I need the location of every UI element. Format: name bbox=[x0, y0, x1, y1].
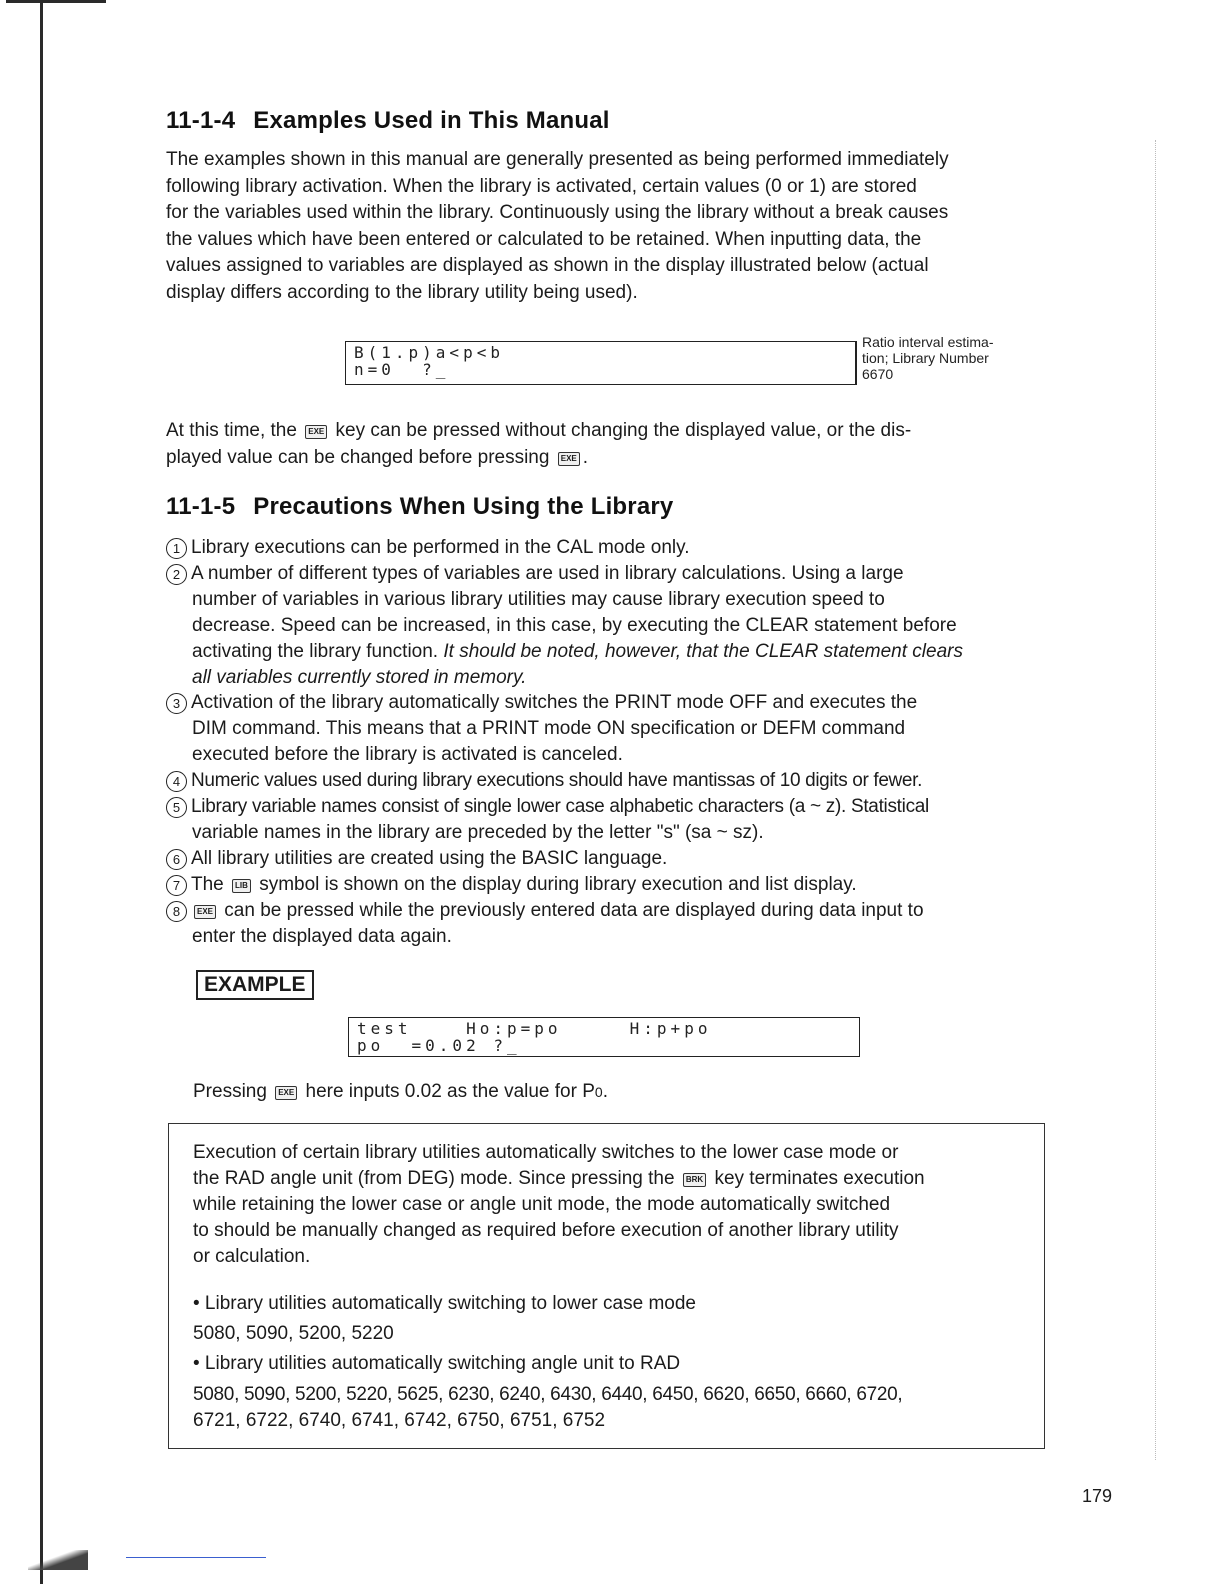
item-text: enter the displayed data again. bbox=[192, 926, 452, 947]
section-title: Examples Used in This Manual bbox=[253, 107, 610, 134]
precaution-item-3 bbox=[166, 690, 1046, 768]
page-number: 179 bbox=[1082, 1486, 1113, 1506]
footer-rule bbox=[126, 1557, 266, 1558]
item-text: can be pressed while the previously entered data are displayed during data input to bbox=[219, 900, 924, 921]
text-span: . bbox=[602, 1081, 608, 1102]
exe-key-icon: EXE bbox=[275, 1086, 297, 1100]
note-line: Execution of certain library utilities automatically switches to the lower case mode or bbox=[193, 1142, 899, 1163]
lcd-line-2: po =0.02 ?_ bbox=[357, 1036, 521, 1055]
scan-artifact-dots bbox=[1155, 140, 1156, 1460]
note-bullet: • Library utilities automatically switching angle unit to RAD bbox=[193, 1353, 681, 1374]
binding-edge bbox=[40, 0, 43, 1584]
item-text: symbol is shown on the display during library execution and list display. bbox=[253, 874, 857, 895]
note-line: or calculation. bbox=[193, 1246, 311, 1267]
lcd-right-edge bbox=[855, 341, 857, 385]
subscript: 0 bbox=[594, 1084, 603, 1100]
exe-key-icon: EXE bbox=[194, 905, 216, 919]
text-span: . bbox=[582, 446, 589, 468]
paragraph-line: following library activation. When the library is activated, certain values (0 or 1) are stored bbox=[166, 175, 917, 197]
text-span: here inputs 0.02 as the value for P bbox=[300, 1081, 595, 1102]
precaution-item-5 bbox=[166, 794, 1066, 846]
note-bullet: • Library utilities automatically switching to lower case mode bbox=[193, 1293, 696, 1314]
note-line bbox=[193, 1166, 1033, 1192]
section-title: Precautions When Using the Library bbox=[253, 493, 674, 520]
paragraph-line bbox=[166, 418, 1066, 445]
caption-line: tion; Library Number bbox=[862, 350, 989, 366]
text-span: Pressing bbox=[193, 1081, 273, 1102]
circled-number: 7 bbox=[166, 875, 187, 896]
caption-line: Ratio interval estima- bbox=[862, 334, 994, 350]
item-text: A number of different types of variables are used in library calculations. Using a large bbox=[191, 563, 904, 584]
item-text: DIM command. This means that a PRINT mode ON specification or DEFM command bbox=[192, 718, 906, 739]
circled-number: 4 bbox=[166, 771, 187, 792]
precaution-item-8 bbox=[166, 898, 1046, 950]
text-span: At this time, the bbox=[166, 420, 303, 441]
circled-number: 2 bbox=[166, 564, 187, 585]
example-label: EXAMPLE bbox=[196, 970, 314, 1000]
precaution-item-1 bbox=[166, 535, 1046, 561]
paragraph-line: the values which have been entered or calculated to be retained. When inputting data, the bbox=[166, 228, 922, 250]
binding-edge-top bbox=[6, 0, 106, 3]
exe-key-icon: EXE bbox=[558, 452, 580, 466]
paragraph-line: display differs according to the library utility being used). bbox=[166, 281, 638, 303]
lcd-line-1: test Ho:p=po H:p+po bbox=[357, 1019, 712, 1038]
item-text-italic: It should be noted, however, that the CLEAR statement clears bbox=[443, 641, 963, 662]
text-span: the RAD angle unit (from DEG) mode. Since pressing the bbox=[193, 1168, 680, 1189]
lib-symbol-icon: LIB bbox=[232, 879, 251, 893]
section-number: 11-1-4 bbox=[166, 107, 236, 134]
item-text: activating the library function. bbox=[192, 641, 444, 662]
circled-number: 6 bbox=[166, 849, 187, 870]
paragraph-line: The examples shown in this manual are generally presented as being performed immediately bbox=[166, 149, 949, 170]
item-text: All library utilities are created using the BASIC language. bbox=[191, 848, 668, 869]
example-explanation bbox=[193, 1079, 608, 1106]
circled-number: 1 bbox=[166, 538, 187, 559]
display-caption bbox=[862, 334, 994, 382]
circled-number: 8 bbox=[166, 901, 187, 922]
note-line: while retaining the lower case or angle unit mode, the mode automatically switched bbox=[193, 1194, 891, 1215]
lcd-line-1: B(1.p)a<p<b bbox=[354, 343, 504, 362]
note-number-list: 5080, 5090, 5200, 5220, 5625, 6230, 6240, 6430, 6440, 6450, 6620, 6650, 6660, 6720, bbox=[193, 1384, 903, 1405]
example-lcd-display bbox=[348, 1017, 860, 1057]
precaution-item-4 bbox=[166, 768, 1066, 794]
note-line: to should be manually changed as required before execution of another library utility bbox=[193, 1220, 899, 1241]
circled-number: 5 bbox=[166, 797, 187, 818]
item-text: Library executions can be performed in the CAL mode only. bbox=[191, 537, 690, 558]
item-text: decrease. Speed can be increased, in this case, by executing the CLEAR statement before bbox=[192, 615, 957, 636]
section-number: 11-1-5 bbox=[166, 493, 236, 520]
binding-edge-bottom bbox=[28, 1550, 88, 1570]
section-heading-11-1-4 bbox=[166, 107, 610, 135]
exe-key-icon: EXE bbox=[305, 425, 327, 439]
item-text-italic: all variables currently stored in memory. bbox=[192, 667, 527, 688]
paragraph-line: for the variables used within the library. Continuously using the library without a break causes bbox=[166, 202, 949, 223]
text-span: key terminates execution bbox=[709, 1168, 925, 1189]
item-text: Library variable names consist of single lower case alphabetic characters (a ~ z). Statistical bbox=[191, 796, 929, 817]
item-text: executed before the library is activated is canceled. bbox=[192, 744, 623, 765]
intro-paragraph bbox=[166, 147, 1066, 306]
note-number-list: 6721, 6722, 6740, 6741, 6742, 6750, 6751, 6752 bbox=[193, 1410, 606, 1431]
paragraph-line: values assigned to variables are displayed as shown in the display illustrated below (actual bbox=[166, 255, 929, 276]
section-heading-11-1-5 bbox=[166, 493, 673, 521]
text-span: key can be pressed without changing the displayed value, or the dis- bbox=[330, 420, 912, 441]
lcd-line-2: n=0 ?_ bbox=[354, 360, 450, 379]
item-text: variable names in the library are preceded by the letter "s" (sa ~ sz). bbox=[192, 822, 764, 843]
precaution-item-2 bbox=[166, 561, 1046, 691]
item-text: The bbox=[191, 874, 230, 895]
text-span: played value can be changed before pressing bbox=[166, 446, 555, 468]
precaution-item-7 bbox=[166, 872, 1046, 898]
item-text: Numeric values used during library executions should have mantissas of 10 digits or fewer. bbox=[191, 770, 922, 791]
item-text: number of variables in various library utilities may cause library execution speed to bbox=[192, 589, 885, 610]
caption-line: 6670 bbox=[862, 366, 894, 382]
circled-number: 3 bbox=[166, 693, 187, 714]
exe-key-paragraph bbox=[166, 418, 1066, 471]
item-text: Activation of the library automatically switches the PRINT mode OFF and executes the bbox=[191, 692, 918, 713]
precaution-item-6 bbox=[166, 846, 1046, 872]
note-number-list: 5080, 5090, 5200, 5220 bbox=[193, 1323, 394, 1344]
paragraph-line bbox=[166, 445, 1066, 472]
brk-key-icon: BRK bbox=[683, 1173, 706, 1187]
lcd-display bbox=[345, 341, 857, 385]
